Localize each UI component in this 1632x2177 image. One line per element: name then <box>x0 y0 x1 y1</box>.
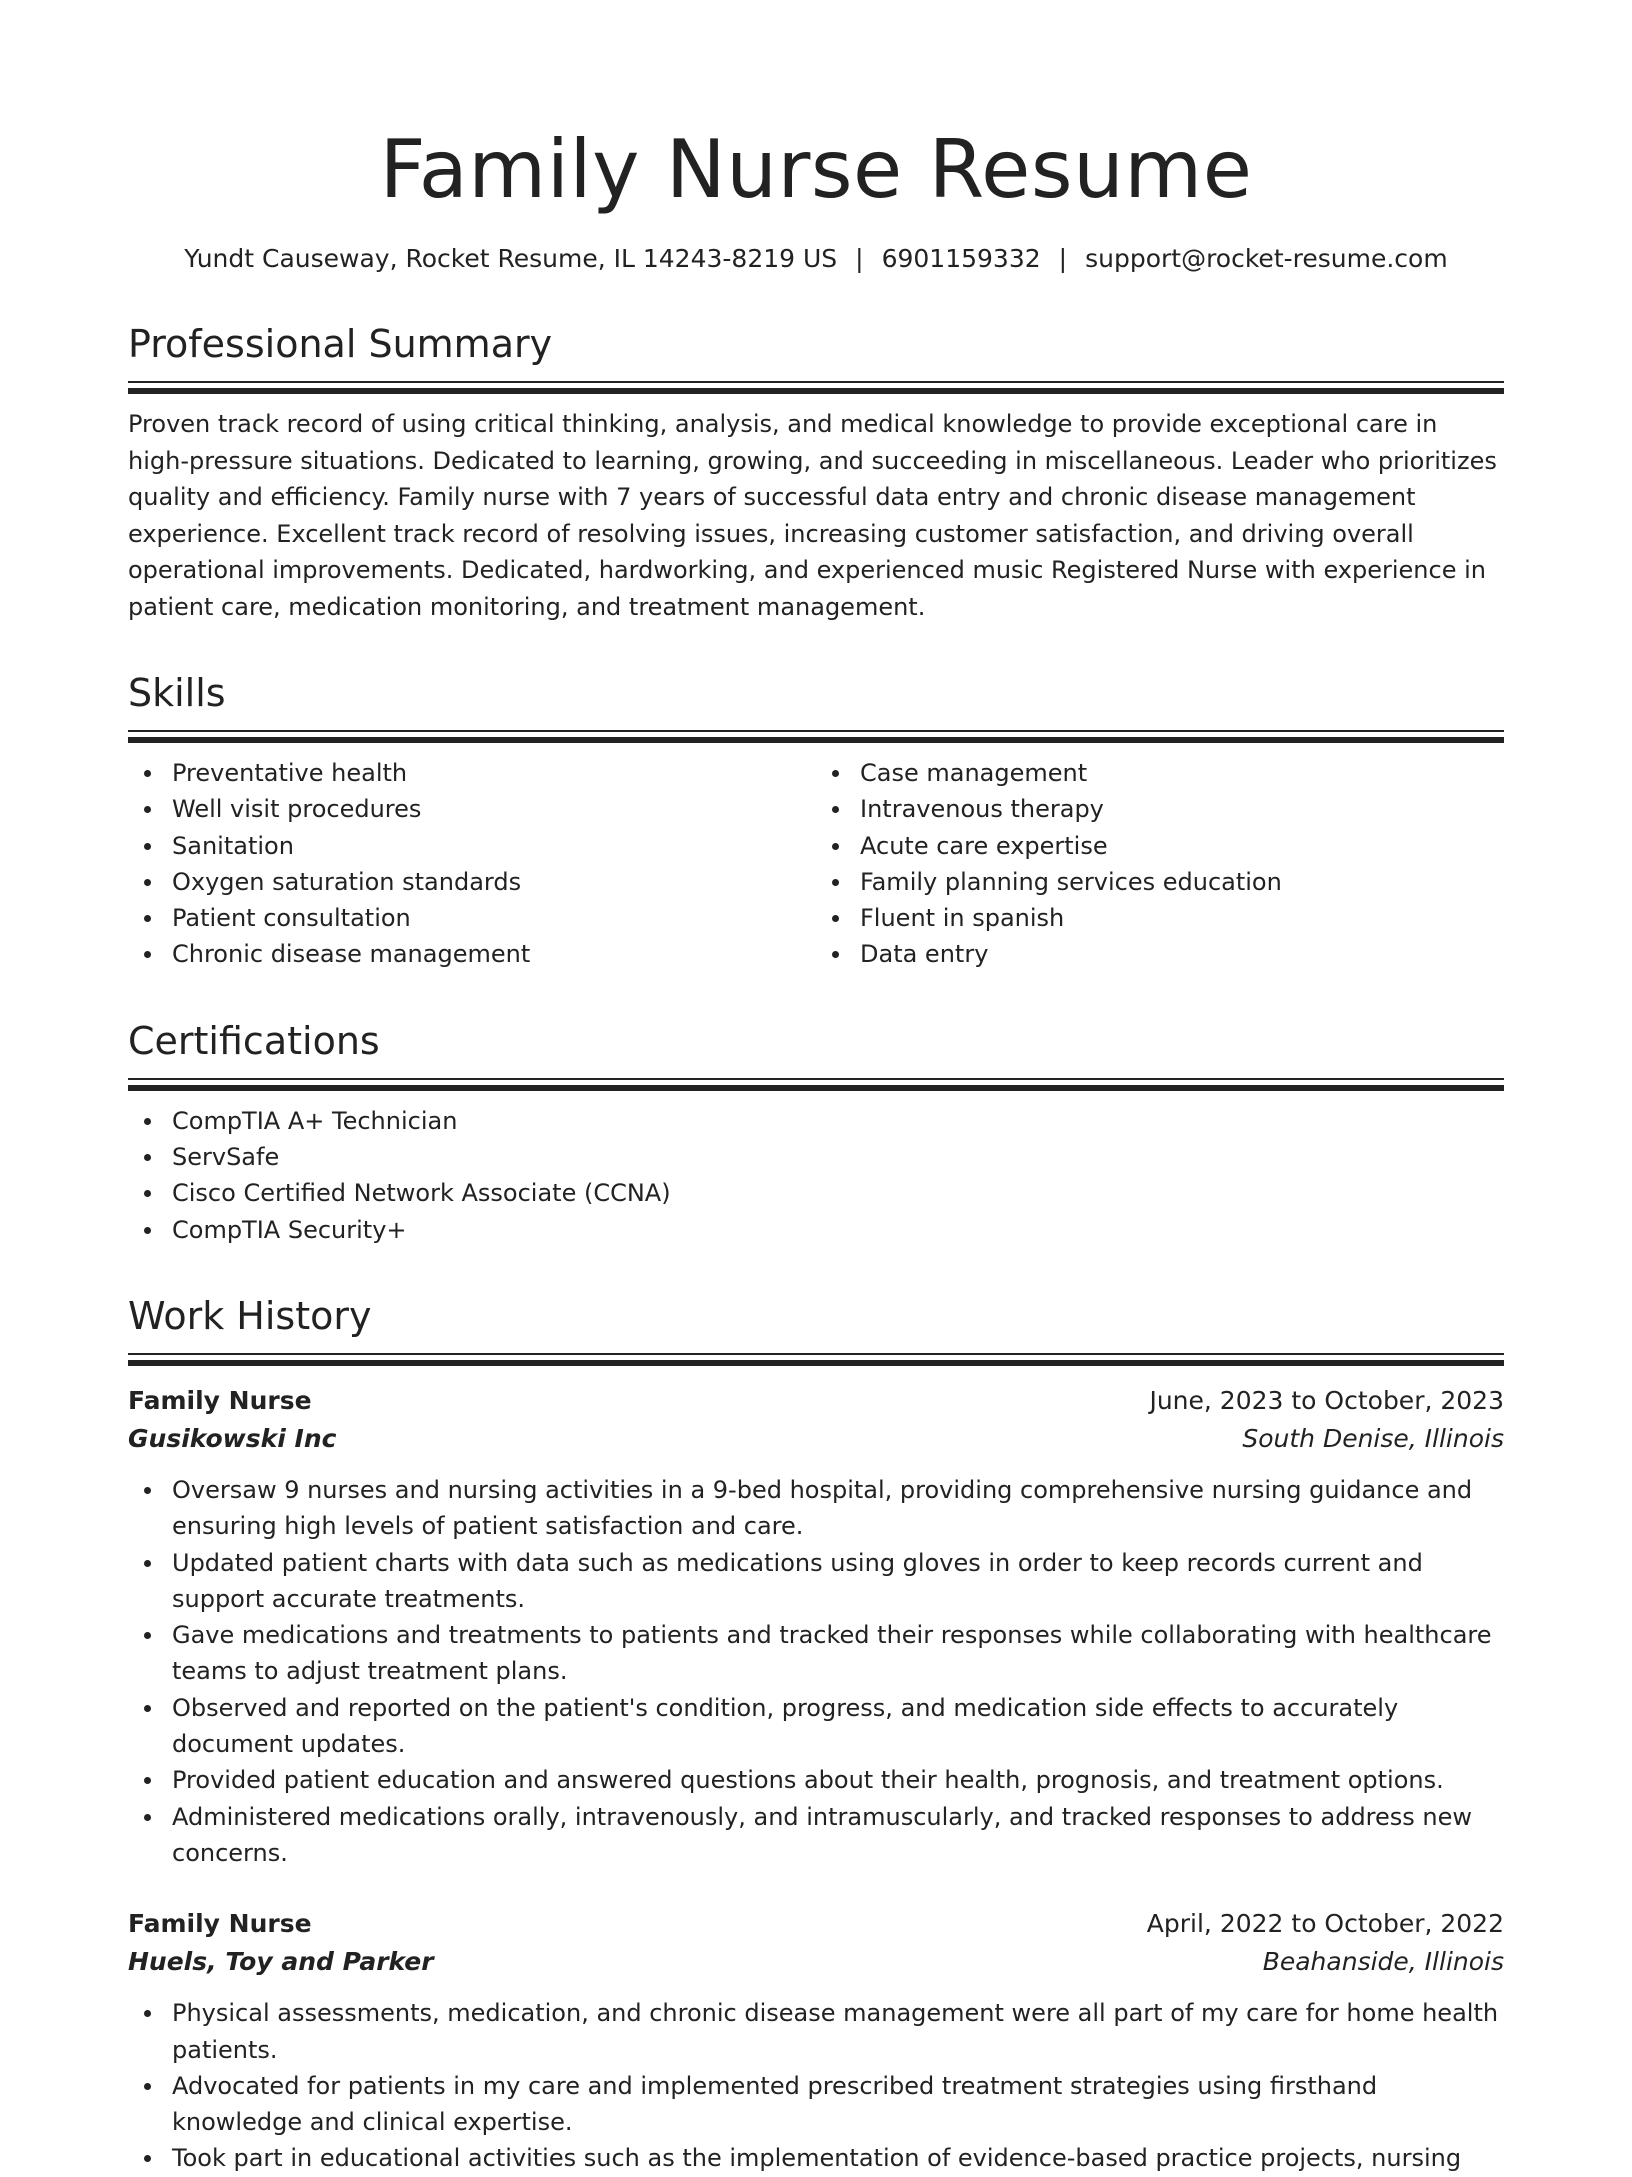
job-header <box>128 1382 1504 1420</box>
job-subheader <box>128 1420 1504 1458</box>
section-divider <box>128 1353 1504 1366</box>
certification-item: ServSafe <box>128 1139 1504 1175</box>
skill-item: Preventative health <box>128 755 816 791</box>
section-divider <box>128 381 1504 394</box>
job-duty-item: Gave medications and treatments to patients and tracked their responses while collaborating with healthcare teams to adjust treatment plans. <box>128 1617 1504 1690</box>
contact-phone: 6901159332 <box>881 244 1041 273</box>
job-duties-list <box>128 1472 1504 1871</box>
skill-item: Patient consultation <box>128 900 816 936</box>
skill-item: Family planning services education <box>816 864 1504 900</box>
certifications-list <box>128 1103 1504 1248</box>
certification-item: CompTIA A+ Technician <box>128 1103 1504 1139</box>
job-entry <box>128 1905 1504 2176</box>
skill-item: Data entry <box>816 936 1504 972</box>
job-duty-item: Took part in educational activities such as the implementation of evidence-based practice projects, nursing <box>128 2140 1504 2176</box>
job-duty-item: Provided patient education and answered questions about their health, prognosis, and treatment options. <box>128 1762 1504 1798</box>
contact-separator: | <box>1058 244 1068 273</box>
job-dates: April, 2022 to October, 2022 <box>1146 1909 1504 1939</box>
skills-column-left <box>128 755 816 973</box>
job-duty-item: Physical assessments, medication, and chronic disease management were all part of my care for home health patients. <box>128 1995 1504 2068</box>
section-title-skills: Skills <box>128 671 226 715</box>
skill-item: Sanitation <box>128 828 816 864</box>
certification-item: CompTIA Security+ <box>128 1212 1504 1248</box>
job-title: Family Nurse <box>128 1909 312 1939</box>
skill-item: Chronic disease management <box>128 936 816 972</box>
job-entry <box>128 1382 1504 1871</box>
job-header <box>128 1905 1504 1943</box>
summary-text: Proven track record of using critical thinking, analysis, and medical knowledge to provide exceptional care in high-pressure situations. Dedicated to learning, growing, and succeeding in miscellaneous. Leader who prioritizes quality and efficiency. Family nurse with 7 years of successful data entry and chronic disease management experience. Excellent track record of resolving issues, increasing customer satisfaction, and driving overall operational improvements. Dedicated, hardworking, and experienced music Registered Nurse with experience in patient care, medication monitoring, and treatment management. <box>128 410 1497 621</box>
job-dates: June, 2023 to October, 2023 <box>1149 1385 1504 1415</box>
skill-item: Well visit procedures <box>128 791 816 827</box>
contact-email: support@rocket-resume.com <box>1085 244 1448 273</box>
resume-title: Family Nurse Resume <box>379 123 1253 216</box>
section-divider <box>128 1078 1504 1091</box>
contact-address: Yundt Causeway, Rocket Resume, IL 14243-8219 US <box>184 244 838 273</box>
job-duty-item: Oversaw 9 nurses and nursing activities in a 9-bed hospital, providing comprehensive nursing guidance and ensuring high levels of patient satisfaction and care. <box>128 1472 1504 1545</box>
skill-item: Case management <box>816 755 1504 791</box>
skill-item: Intravenous therapy <box>816 791 1504 827</box>
skills-list <box>128 755 1504 973</box>
job-duties-list <box>128 1995 1504 2176</box>
skill-item: Oxygen saturation standards <box>128 864 816 900</box>
job-title: Family Nurse <box>128 1385 312 1415</box>
job-location: South Denise, Illinois <box>1242 1423 1504 1453</box>
job-duty-item: Administered medications orally, intravenously, and intramuscularly, and tracked responses to address new concerns. <box>128 1799 1504 1872</box>
job-company: Huels, Toy and Parker <box>128 1947 434 1977</box>
contact-separator: | <box>855 244 864 273</box>
job-duty-item: Updated patient charts with data such as medications using gloves in order to keep records current and support accurate treatments. <box>128 1545 1504 1618</box>
contact-line <box>128 242 1504 276</box>
section-title-certifications: Certifications <box>128 1018 380 1063</box>
job-location: Beahanside, Illinois <box>1262 1947 1504 1977</box>
section-title-summary: Professional Summary <box>128 322 553 366</box>
skills-column-right <box>816 755 1504 973</box>
job-subheader <box>128 1943 1504 1981</box>
job-company: Gusikowski Inc <box>128 1423 337 1453</box>
section-divider <box>128 730 1504 743</box>
job-duty-item: Advocated for patients in my care and implemented prescribed treatment strategies using firsthand knowledge and clinical expertise. <box>128 2068 1504 2141</box>
certification-item: Cisco Certified Network Associate (CCNA) <box>128 1175 1504 1211</box>
job-duty-item: Observed and reported on the patient's condition, progress, and medication side effects to accurately document updates. <box>128 1690 1504 1763</box>
skill-item: Fluent in spanish <box>816 900 1504 936</box>
section-title-work-history: Work History <box>128 1293 372 1338</box>
skill-item: Acute care expertise <box>816 828 1504 864</box>
